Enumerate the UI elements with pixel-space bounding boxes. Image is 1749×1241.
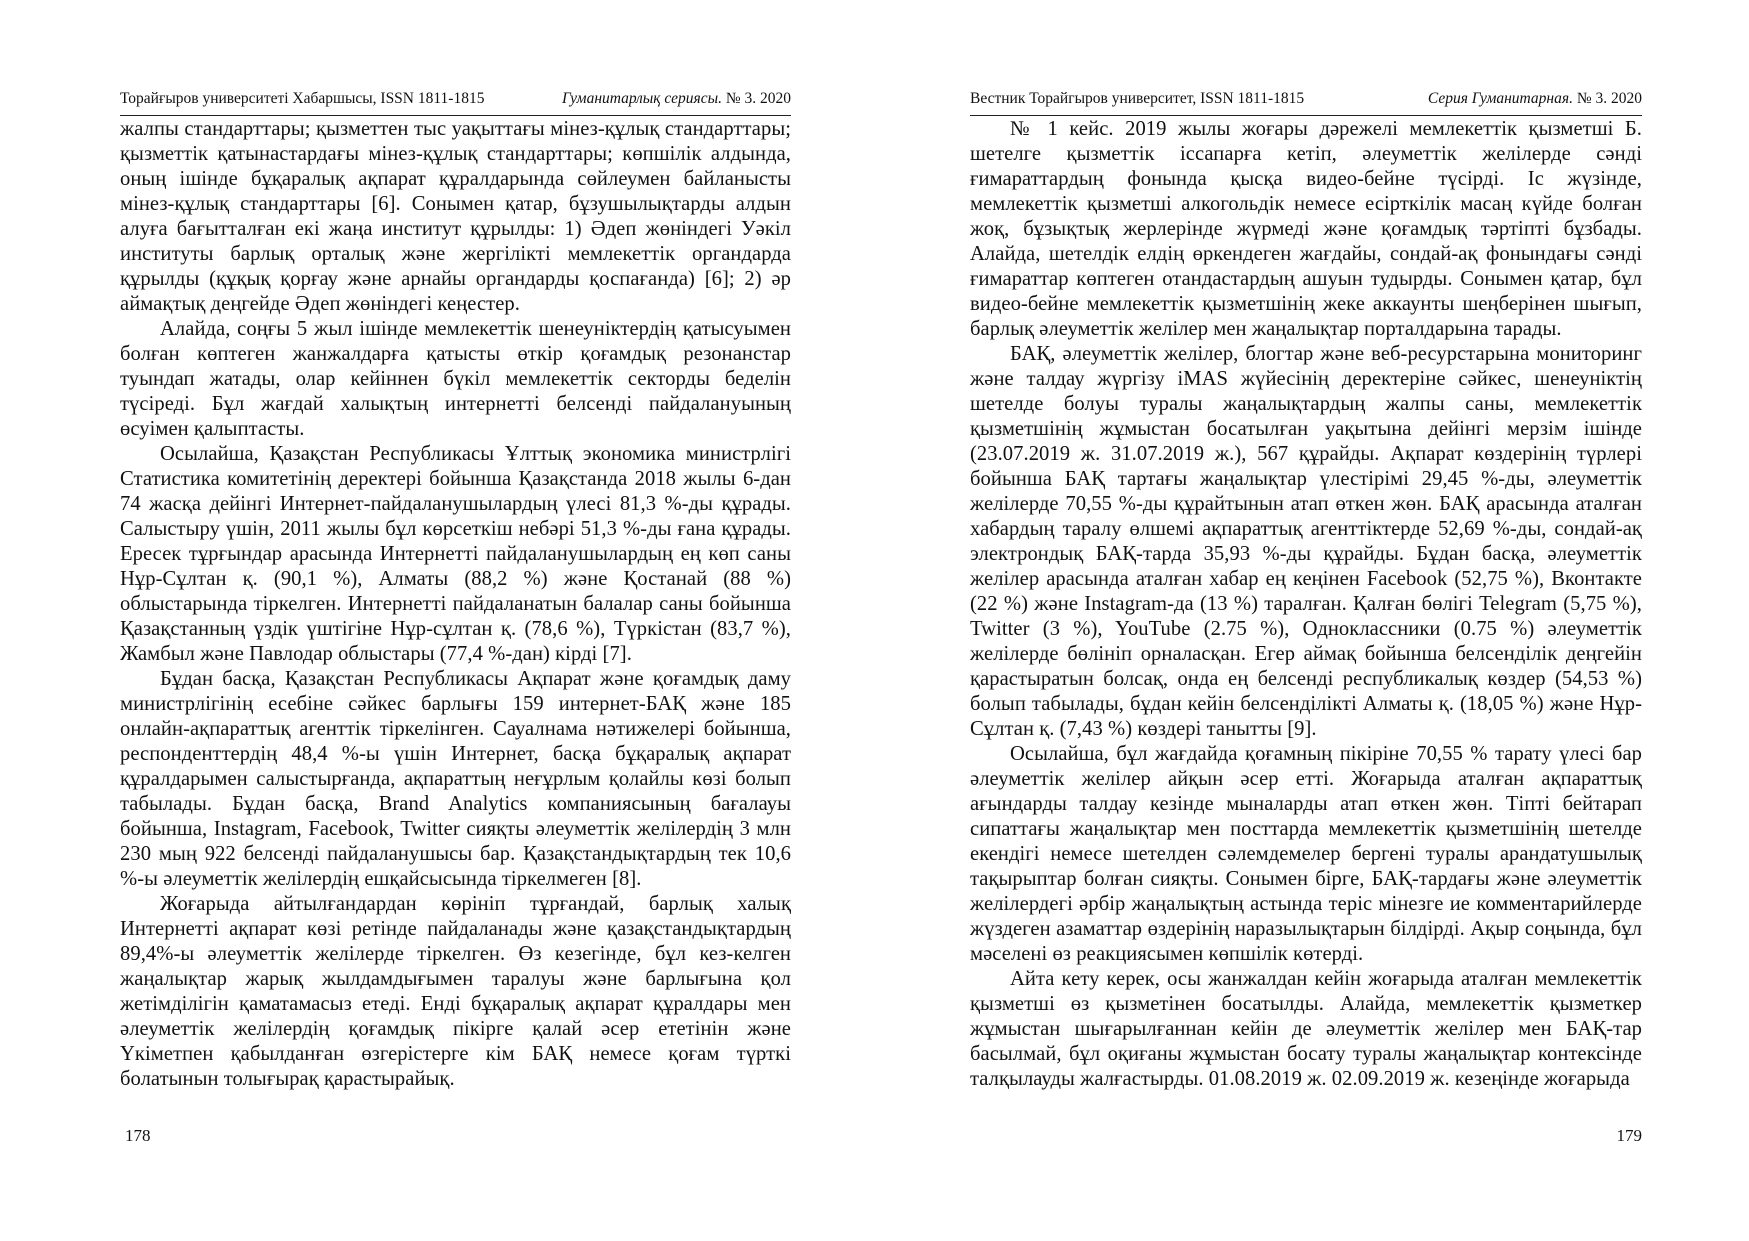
page-number: 178 <box>125 1126 151 1145</box>
journal-title: Торайғыров университеті Хабаршысы, ISSN 1811-1815 <box>120 90 485 107</box>
paragraph: № 1 кейс. 2019 жылы жоғары дәрежелі мемлекеттік қызметші Б. шетелге қызметтік іссапарға кетіп, әлеуметтік желілерде сәнді ғимараттардың фонында қысқа видео-бейне түсірді. Іс жүзінде, мемлекеттік қызметші алкогольдік немесе есірткілік масаң күйде болған жоқ, бұзықтық жерлерінде жүрмеді және қоғамдық тәртіпті бұзбады. Алайда, шетелдік елдің өркендеген жағдайы, сондай-ақ фонындағы сәнді ғимараттар көптеген отандастардың ашуын тудырды. Сонымен қатар, бұл видео-бейне мемлекеттік қызметшінің жеке аккаунты шеңберінен шығып, барлық әлеуметтік желілер мен жаңалықтар порталдарына тарады. <box>970 118 1642 340</box>
paragraph: Бұдан басқа, Қазақстан Республикасы Ақпарат және қоғамдық даму министрлігінің есебіне сәйкес барлығы 159 интернет-БАҚ және 185 онлайн-ақпараттық агенттік тіркелінген. Сауалнама нәтижелері бойынша, респонденттердің 48,4 %-ы үшін Интернет, басқа бұқаралық ақпарат құралдарымен салыстырғанда, ақпараттың неғұрлым қолайлы көзі болып табылады. Бұдан басқа, Brand Analytics компаниясының бағалауы бойынша, Instagram, Facebook, Twitter сияқты әлеуметтік желілердің 3 млн 230 мың 922 белсенді пайдаланушысы бар. Қазақстандықтардың тек 10,6 %-ы әлеуметтік желілердің ешқайсысында тіркелмеген [8]. <box>120 668 791 890</box>
paragraph: Айта кету керек, осы жанжалдан кейін жоғарыда аталған мемлекеттік қызметші өз қызметінен босатылды. Алайда, мемлекеттік қызметкер жұмыстан шығарылғаннан кейін де әлеуметтік желілер мен БАҚ-тар басылмай, бұл оқиғаны жұмыстан босату туралы жаңалықтар контексінде талқылауды жалғастырды. 01.08.2019 ж. 02.09.2019 ж. кезеңінде жоғарыда <box>970 968 1642 1090</box>
series-name: Серия Гуманитарная. <box>1427 90 1573 107</box>
journal-title: Вестник Торайгыров университет, ISSN 1811-1815 <box>970 90 1305 107</box>
header-rule <box>970 115 1642 116</box>
series-info <box>1428 88 1642 110</box>
right-page <box>970 0 1642 1241</box>
paragraph: Алайда, соңғы 5 жыл ішінде мемлекеттік шенеуніктердің қатысуымен болған көптеген жанжалдарға қатысты өткір қоғамдық резонанстар туындап жатады, олар кейіннен бүкіл мемлекеттік секторды беделін түсіреді. Бұл жағдай халықтың интернетті белсенді пайдалануының өсуімен қалыптасты. <box>120 318 791 440</box>
issue-number: № 3. 2020 <box>725 90 791 107</box>
paragraph: Осылайша, Қазақстан Республикасы Ұлттық экономика министрлігі Статистика комитетінің деректері бойынша Қазақстанда 2018 жылы 6-дан 74 жасқа дейінгі Интернет-пайдаланушылардың үлесі 81,3 %-ды құрады. Салыстыру үшін, 2011 жылы бұл көрсеткіш небәрі 51,3 %-ды ғана құрады. Ересек тұрғындар арасында Интернетті пайдаланушылардың ең көп саны Нұр-Сұлтан қ. (90,1 %), Алматы (88,2 %) және Қостанай (88 %) облыстарында тіркелген. Интернетті пайдаланатын балалар саны бойынша Қазақстанның үздік үштігіне Нұр-сұлтан қ. (78,6 %), Түркістан (83,7 %), Жамбыл және Павлодар облыстары (77,4 %-дан) кірді [7]. <box>120 443 791 665</box>
paragraph: Жоғарыда айтылғандардан көрініп тұрғандай, барлық халық Интернетті ақпарат көзі ретінде пайдаланады және қазақстандықтардың 89,4%-ы әлеуметтік желілерде тіркелген. Өз кезегінде, бұл кез-келген жаңалықтар жарық жылдамдығымен таралуы және барлығына қол жетімділігін қаматамасыз етеді. Енді бұқаралық ақпарат құралдары мен әлеуметтік желілердің қоғамдық пікірге қалай әсер ететінін және Үкіметпен қабылданған өзгерістерге кім БАҚ немесе қоғам түрткі болатынын толығырақ қарастырайық. <box>120 893 791 1090</box>
running-head <box>120 88 791 110</box>
body-text <box>970 117 1642 1092</box>
series-info <box>562 88 791 110</box>
header-rule <box>120 115 791 116</box>
paragraph: Осылайша, бұл жағдайда қоғамның пікіріне 70,55 % тарату үлесі бар әлеуметтік желілер айқын әсер етті. Жоғарыда аталған ақпараттық ағындарды талдау кезінде мыналарды атап өткен жөн. Тіпті бейтарап сипаттағы жаңалықтар мен посттарда мемлекеттік қызметшінің шетелде екендігі немесе шетелден сәлемдемелер бергені туралы арандатушылық тақырыптар болған сияқты. Сонымен бірге, БАҚ-тардағы және әлеуметтік желілердегі әрбір жаңалықтың астында теріс мінезге ие комментарийлерде жүздеген азаматтар өздерінің наразылықтарын білдірді. Ақыр соңында, бұл мәселені өз реакциясымен көпшілік көтерді. <box>970 743 1642 965</box>
page-number: 179 <box>1616 1126 1642 1145</box>
paragraph: жалпы стандарттары; қызметтен тыс уақыттағы мінез-құлық стандарттары; қызметтік қатынастардағы мінез-құлық стандарттары; көпшілік алдында, оның ішінде бұқаралық ақпарат құралдарында сөйлеумен байланысты мінез-құлық стандарттары [6]. Сонымен қатар, бұзушылықтарды алдын алуға бағытталған екі жаңа институт құрылды: 1) Әдеп жөніндегі Уәкіл институты барлық орталық және жергілікті мемлекеттік органдарда құрылды (құқық қорғау және арнайы органдарды қоспағанда) [6]; 2) әр аймақтық деңгейде Әдеп жөніндегі кеңестер. <box>120 118 791 315</box>
paragraph: БАҚ, әлеуметтік желілер, блогтар және веб-ресурстарына мониторинг және талдау жүргізу iMAS жүйесінің деректеріне сәйкес, шенеуніктің шетелде болуы туралы жаңалықтардың жалпы саны, мемлекеттік қызметшінің жұмыстан босатылған уақытына дейінгі мерзім ішінде (23.07.2019 ж. 31.07.2019 ж.), 567 құрайды. Ақпарат көздерінің түрлері бойынша БАҚ тартағы жаңалықтар үлестірімі 29,45 %-ды, әлеуметтік желілерде 70,55 %-ды құрайтынын атап өткен жөн. БАҚ арасында аталған хабардың таралу өлшемі ақпараттық агенттіктерде 52,69 %-ды, сондай-ақ электрондық БАҚ-тарда 35,93 %-ды құрайды. Бұдан басқа, әлеуметтік желілер арасында аталған хабар ең кеңінен Facebook (52,75 %), Вконтакте (22 %) және Instagram-да (13 %) таралған. Қалған бөлігі Telegram (5,75 %), Twitter (3 %), YouTube (2.75 %), Одноклассники (0.75 %) әлеуметтік желілерде бөлініп орналасқан. Егер аймақ бойынша белсенділік деңгейін қарастыратын болсақ, онда ең белсенді республикалық көздер (54,53 %) болып табылады, бұдан кейін белсенділікті Алматы қ. (18,05 %) және Нұр-Сұлтан қ. (7,43 %) көздері танытты [9]. <box>970 343 1642 740</box>
body-text <box>120 117 791 1092</box>
running-head <box>970 88 1642 110</box>
left-page <box>120 0 791 1241</box>
series-name: Гуманитарлық сериясы. <box>562 90 722 107</box>
issue-number: № 3. 2020 <box>1576 90 1642 107</box>
